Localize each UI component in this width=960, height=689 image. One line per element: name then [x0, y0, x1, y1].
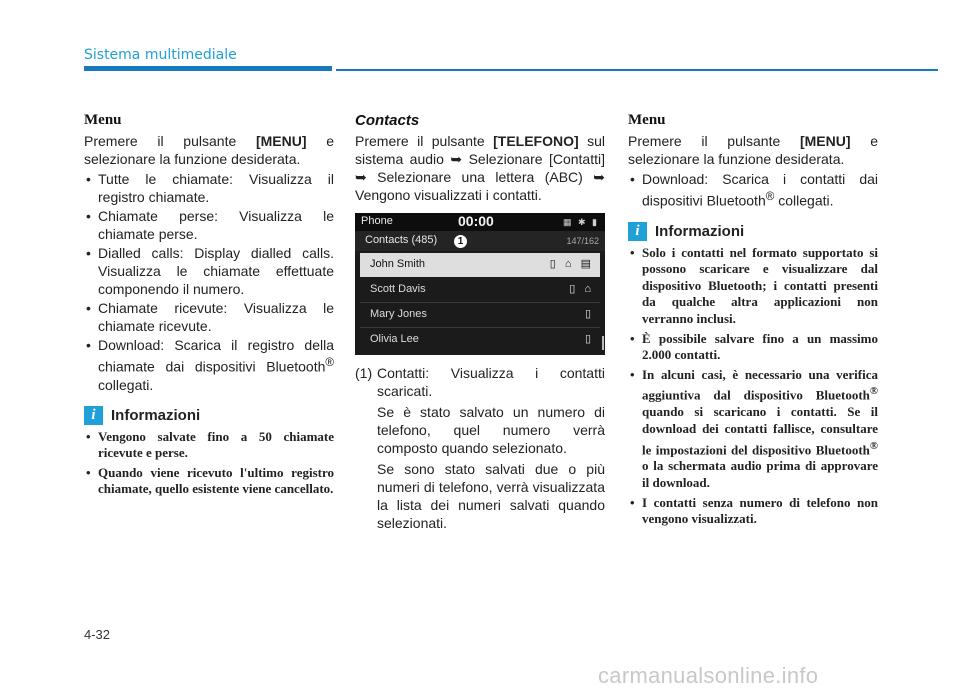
phone-screen-illustration — [355, 213, 605, 355]
list-item: • Solo i contatti nel formato supportato si possono scaricare e visualizzare dal dispositivo Bluetooth; i contatti presenti da qualche altra applicazioni non verranno inclusi. — [628, 245, 878, 328]
contact-type-icons: ▯ ⌂ — [569, 283, 594, 295]
contacts-label: Contacts (485) — [365, 234, 438, 246]
callout-marker: 1 — [454, 235, 467, 248]
watermark: carmanualsonline.info — [598, 663, 819, 688]
info-list — [84, 429, 334, 498]
list-item: (1) Contatti: Visualizza i contatti scaricati. Se è stato salvato un numero di telefono, quel numero verrà composto quando selezionato. Se sono stato salvati due o più numeri di telefono, verrà visualizzata la lista dei numeri salvati quando selezionati. — [355, 365, 605, 531]
callout-descriptions — [355, 364, 605, 532]
list-item: • I contatti senza numero di telefono non vengono visualizzati. — [628, 495, 878, 528]
column-menu-contacts — [628, 112, 878, 531]
list-item: • È possibile salvare fino a un massimo 2.000 contatti. — [628, 331, 878, 364]
contact-type-icons: ▯ — [584, 333, 594, 345]
contact-row[interactable] — [360, 328, 600, 352]
info-header — [84, 406, 334, 425]
contact-row[interactable] — [360, 303, 600, 328]
contact-name: John Smith — [370, 258, 426, 270]
contact-type-icons: ▯ — [584, 308, 594, 320]
contact-row[interactable] — [360, 278, 600, 303]
screen-clock: 00:00 — [458, 213, 494, 229]
menu-intro: Premere il pulsante [MENU] e selezionare la funzione desiderata. — [84, 133, 334, 167]
contact-type-icons: ▯ ⌂ ▤ — [549, 258, 594, 270]
callout-paragraph: Se sono stato salvati due o più numeri di telefono, verrà visualizzata la lista dei numeri salvati quando selezionati. — [377, 461, 605, 531]
callout-paragraph: Se è stato salvato un numero di telefono, quel numero verrà composto quando selezionato. — [377, 404, 605, 456]
menu-button-label: [MENU] — [799, 133, 851, 149]
page-number: 4-32 — [84, 627, 111, 642]
list-item: • Chiamate ricevute: Visualizza le chiamate ricevute. — [84, 299, 334, 335]
info-icon: i — [628, 222, 647, 241]
list-item: • Quando viene ricevuto l'ultimo registro chiamate, quello esistente viene cancellato. — [84, 465, 334, 498]
screen-scrollbar[interactable] — [602, 336, 604, 350]
contacts-intro: Premere il pulsante [TELEFONO] sul sistema audio ➥ Selezionare [Contatti] ➥ Selezionare una lettera (ABC) ➥ Vengono visualizzati i contatti. — [355, 133, 605, 203]
status-icons: ▦ ✱ ▮ — [563, 217, 599, 227]
section-title-menu: Menu — [84, 112, 122, 128]
contact-name: Olivia Lee — [370, 333, 419, 345]
info-list — [628, 245, 878, 528]
menu-button-label: [MENU] — [255, 133, 307, 149]
column-contacts — [355, 112, 605, 532]
header-rule-thin — [336, 69, 938, 71]
screen-title: Phone — [361, 215, 393, 227]
contact-name: Scott Davis — [370, 283, 426, 295]
callout-number: (1) — [355, 365, 373, 381]
menu-intro: Premere il pulsante [MENU] e selezionare la funzione desiderata. — [628, 133, 878, 167]
section-title-menu: Menu — [628, 112, 666, 128]
list-item: • Vengono salvate fino a 50 chiamate ricevute e perse. — [84, 429, 334, 462]
info-title: Informazioni — [655, 222, 745, 240]
list-item: • Download: Scarica i contatti dai dispositivi Bluetooth® collegati. — [628, 170, 878, 210]
header-rule-thick — [84, 66, 332, 71]
list-item: • Tutte le chiamate: Visualizza il registro chiamate. — [84, 170, 334, 206]
list-item: • Dialled calls: Display dialled calls. Visualizza le chiamate effettuate componendo il numero. — [84, 244, 334, 298]
section-header-title: Sistema multimediale — [84, 47, 237, 63]
list-item: • In alcuni casi, è necessario una verifica aggiuntiva dal dispositivo Bluetooth® quando si scaricano i contatti. Se il download dei contatti fallisce, consultare le impostazioni del dispositivo Bluetooth® o la schermata audio prima di approvare il download. — [628, 367, 878, 492]
info-header — [628, 222, 878, 241]
list-item: • Chiamate perse: Visualizza le chiamate perse. — [84, 207, 334, 243]
menu-options-list — [84, 170, 334, 394]
section-title-contacts: Contacts — [355, 112, 420, 129]
info-icon: i — [84, 406, 103, 425]
info-title: Informazioni — [111, 406, 201, 424]
list-item: • Download: Scarica il registro della chiamate dai dispositivi Bluetooth® collegati. — [84, 336, 334, 394]
telefono-button-label: [TELEFONO] — [493, 133, 579, 149]
menu-options-list — [628, 170, 878, 210]
contact-row-selected[interactable] — [360, 253, 600, 277]
column-menu-calls — [84, 112, 334, 501]
contact-name: Mary Jones — [370, 308, 427, 320]
contacts-count: 147/162 — [566, 236, 599, 246]
